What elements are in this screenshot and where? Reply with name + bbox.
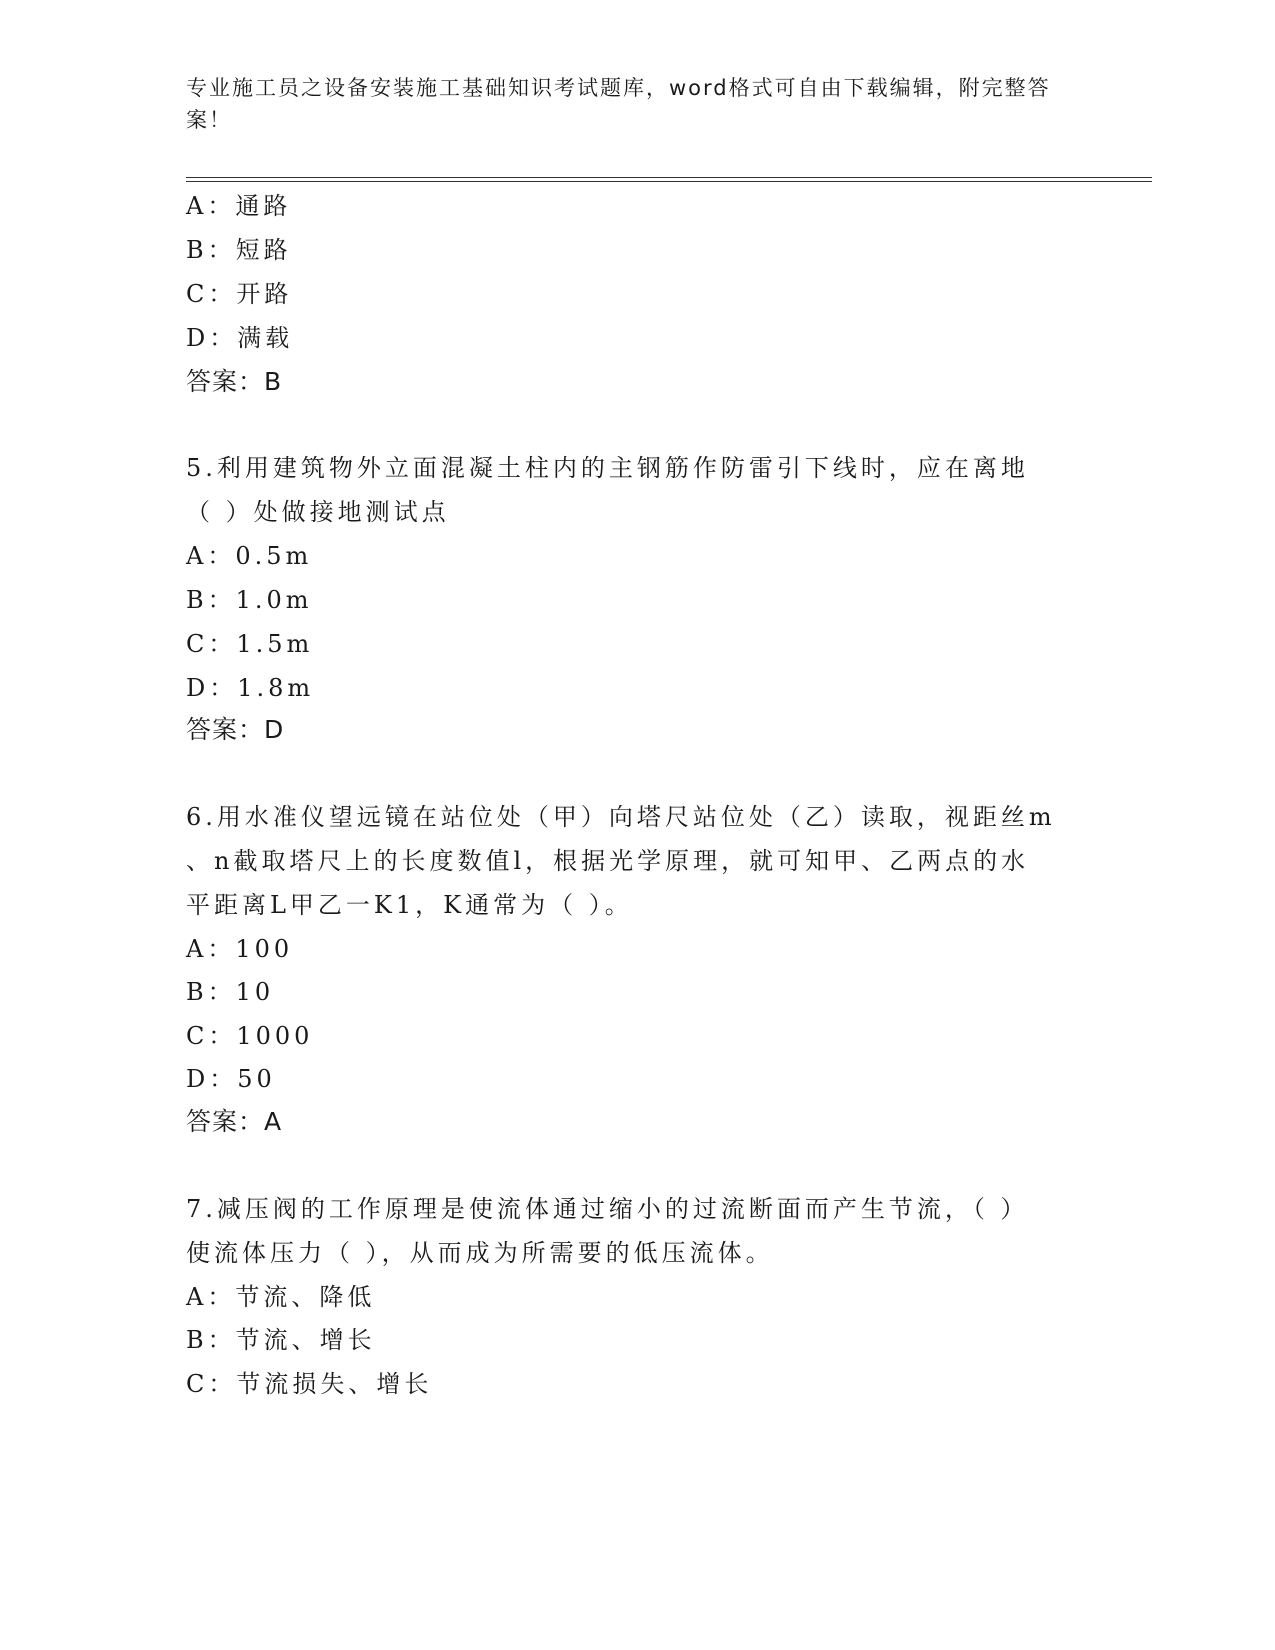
question-stem-line: 6.用水准仪望远镜在站位处（甲）向塔尺站位处（乙）读取，视距丝m bbox=[186, 803, 1056, 831]
option-c: C：开路 bbox=[186, 280, 293, 308]
question-stem-line: （ ）处做接地测试点 bbox=[186, 498, 450, 526]
option-c: C：节流损失、增长 bbox=[186, 1370, 433, 1398]
option-c: C：1000 bbox=[186, 1022, 314, 1050]
question-stem-line: 5.利用建筑物外立面混凝土柱内的主钢筋作防雷引下线时，应在离地 bbox=[186, 454, 1029, 482]
question-list bbox=[186, 0, 1086, 1650]
answer: 答案：B bbox=[186, 367, 283, 396]
option-a: A：100 bbox=[186, 935, 294, 963]
question-stem-line: 、n截取塔尺上的长度数值l，根据光学原理，就可知甲、乙两点的水 bbox=[186, 847, 1030, 875]
option-b: B：节流、增长 bbox=[186, 1326, 376, 1354]
option-b: B：短路 bbox=[186, 236, 292, 264]
option-b: B：10 bbox=[186, 978, 275, 1006]
option-a: A：节流、降低 bbox=[186, 1283, 376, 1311]
question-stem-line: 平距离L甲乙一K1，K通常为（ ）。 bbox=[186, 891, 633, 919]
option-d: D：1.8m bbox=[186, 674, 315, 702]
question-stem-line: 7.减压阀的工作原理是使流体通过缩小的过流断面而产生节流，（ ） bbox=[186, 1195, 1029, 1223]
question-stem-line: 使流体压力（ ），从而成为所需要的低压流体。 bbox=[186, 1239, 774, 1267]
answer: 答案：A bbox=[186, 1107, 283, 1136]
option-a: A：0.5m bbox=[186, 542, 313, 570]
document-header: 专业施工员之设备安装施工基础知识考试题库，word格式可自由下载编辑，附完整答案！ bbox=[186, 76, 1051, 132]
answer: 答案：D bbox=[186, 715, 285, 744]
option-c: C：1.5m bbox=[186, 630, 314, 658]
option-d: D：满载 bbox=[186, 324, 294, 352]
option-b: B：1.0m bbox=[186, 586, 313, 614]
option-d: D：50 bbox=[186, 1065, 276, 1093]
option-a: A：通路 bbox=[186, 192, 292, 220]
